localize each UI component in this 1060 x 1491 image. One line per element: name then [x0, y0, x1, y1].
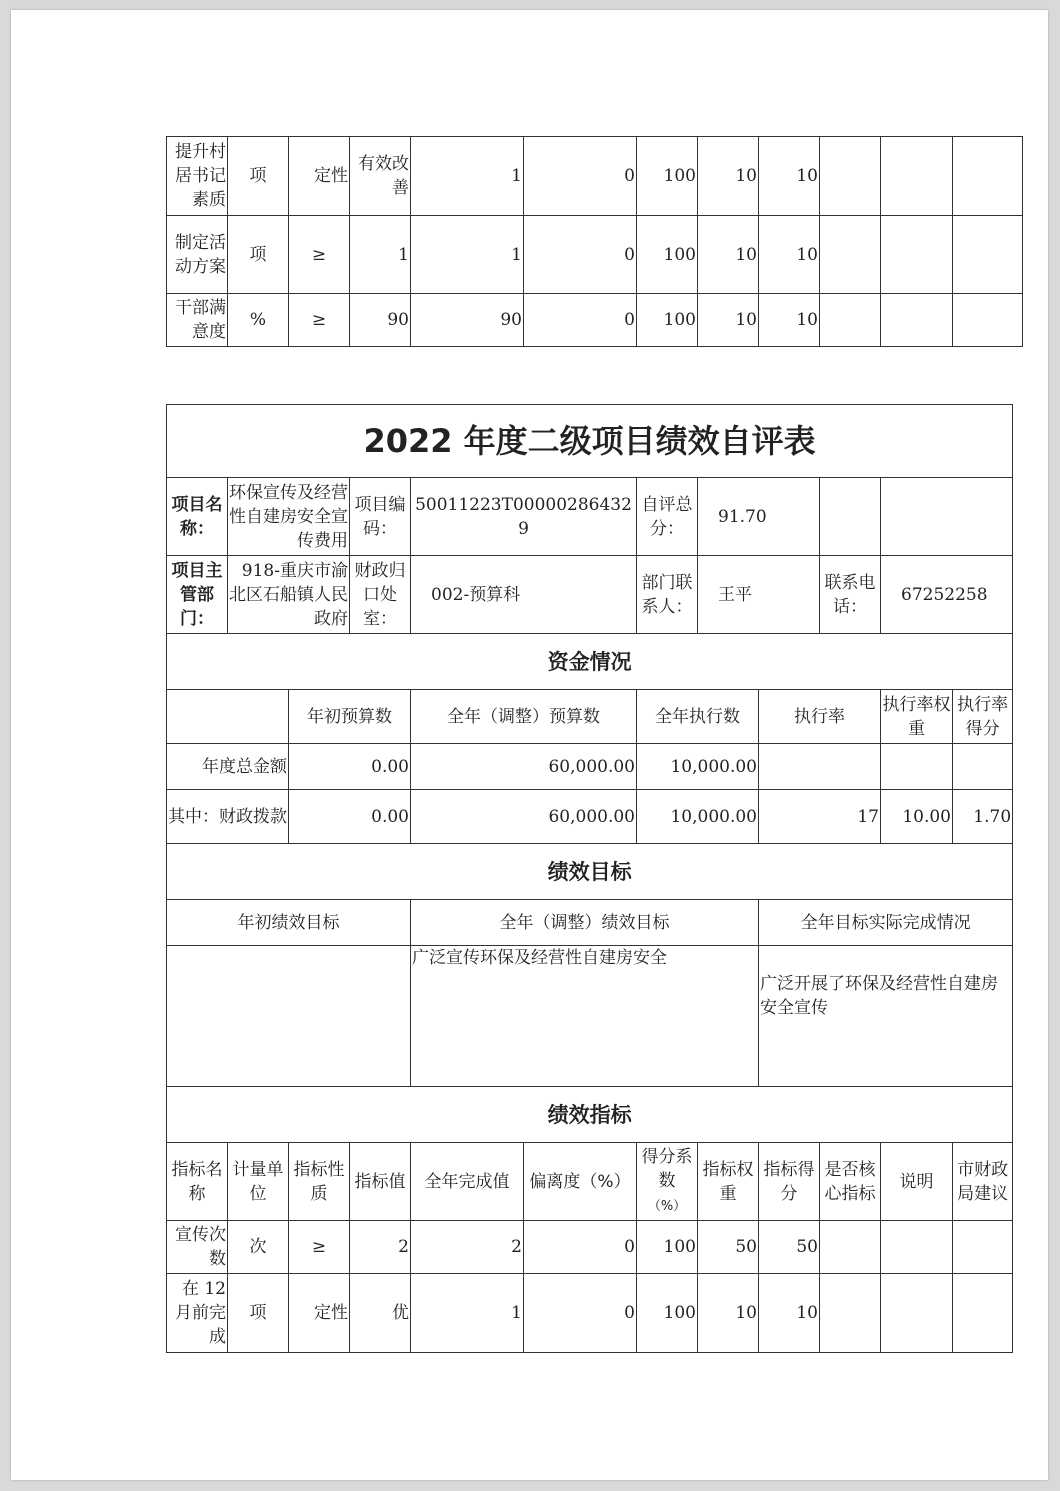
ind-header-unit: 计量单位 [228, 1143, 289, 1221]
funds-initial: 0.00 [289, 790, 411, 844]
project-code: 50011223T000002864329 [411, 478, 637, 556]
ind-header-deviation: 偏离度（%） [524, 1143, 637, 1221]
dept-label: 项目主管部门： [167, 556, 228, 634]
table-row [167, 1274, 1013, 1353]
funds-executed: 10,000.00 [637, 790, 759, 844]
indicator-core [820, 294, 881, 347]
ind-header-suggest: 市财政局建议 [953, 1143, 1013, 1221]
goals-header-initial: 年初绩效目标 [167, 900, 411, 946]
indicator-coef: 100 [637, 1274, 698, 1353]
indicator-unit: 项 [228, 137, 289, 216]
indicator-name: 提升村居书记素质 [167, 137, 228, 216]
table-row [167, 137, 1023, 216]
continued-indicator-table [166, 136, 1023, 347]
indicator-suggest [953, 1221, 1013, 1274]
indicator-score: 10 [759, 137, 820, 216]
funds-row-label: 年度总金额 [167, 744, 289, 790]
indicator-deviation: 0 [524, 1221, 637, 1274]
indicator-deviation: 0 [524, 137, 637, 216]
funds-executed: 10,000.00 [637, 744, 759, 790]
indicator-unit: % [228, 294, 289, 347]
ind-header-name: 指标名称 [167, 1143, 228, 1221]
project-name-label: 项目名称： [167, 478, 228, 556]
indicator-unit: 项 [228, 1274, 289, 1353]
finance-office: 002-预算科 [411, 556, 637, 634]
indicator-completed: 2 [411, 1221, 524, 1274]
funds-adjusted: 60,000.00 [411, 744, 637, 790]
indicator-completed: 1 [411, 1274, 524, 1353]
form-title: 2022 年度二级项目绩效自评表 [167, 405, 1013, 478]
indicator-note [881, 137, 953, 216]
indicator-deviation: 0 [524, 294, 637, 347]
phone-label: 联系电话： [820, 556, 881, 634]
funds-score [953, 744, 1013, 790]
funds-weight: 10.00 [881, 790, 953, 844]
funds-header-score: 执行率得分 [953, 690, 1013, 744]
indicator-nature: 定性 [289, 137, 350, 216]
indicator-core [820, 216, 881, 294]
indicator-deviation: 0 [524, 216, 637, 294]
indicator-score: 10 [759, 294, 820, 347]
indicator-weight: 10 [698, 294, 759, 347]
indicator-coef: 100 [637, 216, 698, 294]
funds-adjusted: 60,000.00 [411, 790, 637, 844]
dept-name: 918-重庆市渝北区石船镇人民政府 [228, 556, 350, 634]
goal-actual: 广泛开展了环保及经营性自建房安全宣传 [759, 946, 1013, 1087]
funds-header-adjusted: 全年（调整）预算数 [411, 690, 637, 744]
indicator-value: 有效改善 [350, 137, 411, 216]
indicator-score: 10 [759, 216, 820, 294]
indicator-value: 1 [350, 216, 411, 294]
ind-header-note: 说明 [881, 1143, 953, 1221]
funds-initial: 0.00 [289, 744, 411, 790]
indicator-name: 宣传次数 [167, 1221, 228, 1274]
table-row [167, 790, 1013, 844]
indicator-coef: 100 [637, 294, 698, 347]
table-row [167, 1221, 1013, 1274]
indicator-score: 50 [759, 1221, 820, 1274]
funds-header-initial: 年初预算数 [289, 690, 411, 744]
funds-header-executed: 全年执行数 [637, 690, 759, 744]
indicator-value: 2 [350, 1221, 411, 1274]
indicator-suggest [953, 216, 1023, 294]
project-code-label: 项目编码： [350, 478, 411, 556]
document-page [11, 10, 1048, 1480]
indicator-weight: 10 [698, 1274, 759, 1353]
indicator-coef: 100 [637, 1221, 698, 1274]
indicator-note [881, 1274, 953, 1353]
ind-header-core: 是否核心指标 [820, 1143, 881, 1221]
indicator-deviation: 0 [524, 1274, 637, 1353]
indicator-coef: 100 [637, 137, 698, 216]
funds-header-rate: 执行率 [759, 690, 881, 744]
table-row [167, 744, 1013, 790]
indicator-weight: 50 [698, 1221, 759, 1274]
finance-label: 财政归口处室： [350, 556, 411, 634]
goals-header-actual: 全年目标实际完成情况 [759, 900, 1013, 946]
self-score: 91.70 [698, 478, 820, 556]
ind-header-coef [637, 1143, 698, 1221]
table-row [167, 216, 1023, 294]
funds-row-label: 其中：财政拨款 [167, 790, 289, 844]
funds-weight [881, 744, 953, 790]
contact-label: 部门联系人： [637, 556, 698, 634]
indicator-note [881, 1221, 953, 1274]
goals-header-adjusted: 全年（调整）绩效目标 [411, 900, 759, 946]
indicator-unit: 次 [228, 1221, 289, 1274]
empty-cell [167, 690, 289, 744]
indicator-completed: 1 [411, 137, 524, 216]
funds-rate: 17 [759, 790, 881, 844]
ind-header-nature: 指标性质 [289, 1143, 350, 1221]
self-score-label: 自评总分： [637, 478, 698, 556]
indicator-nature: ≥ [289, 216, 350, 294]
ind-header-value: 指标值 [350, 1143, 411, 1221]
indicators-section-title: 绩效指标 [167, 1087, 1013, 1143]
indicator-unit: 项 [228, 216, 289, 294]
indicator-name: 制定活动方案 [167, 216, 228, 294]
funds-section-title: 资金情况 [167, 634, 1013, 690]
indicator-completed: 1 [411, 216, 524, 294]
funds-score: 1.70 [953, 790, 1013, 844]
empty-cell [820, 478, 881, 556]
indicator-suggest [953, 137, 1023, 216]
indicator-value: 90 [350, 294, 411, 347]
indicator-note [881, 216, 953, 294]
indicator-nature: ≥ [289, 1221, 350, 1274]
indicator-weight: 10 [698, 216, 759, 294]
ind-header-coef-label: 得分系数 [641, 1146, 693, 1191]
ind-header-score: 指标得分 [759, 1143, 820, 1221]
indicator-suggest [953, 1274, 1013, 1353]
indicator-name: 干部满意度 [167, 294, 228, 347]
indicator-value: 优 [350, 1274, 411, 1353]
indicator-nature: ≥ [289, 294, 350, 347]
funds-rate [759, 744, 881, 790]
ind-header-completed: 全年完成值 [411, 1143, 524, 1221]
ind-header-coef-unit: （%） [647, 1198, 687, 1214]
indicator-nature: 定性 [289, 1274, 350, 1353]
ind-header-weight: 指标权重 [698, 1143, 759, 1221]
indicator-note [881, 294, 953, 347]
empty-cell [881, 478, 1013, 556]
goals-section-title: 绩效目标 [167, 844, 1013, 900]
indicator-completed: 90 [411, 294, 524, 347]
indicator-suggest [953, 294, 1023, 347]
indicator-weight: 10 [698, 137, 759, 216]
indicator-core [820, 1274, 881, 1353]
indicator-name: 在 12 月前完成 [167, 1274, 228, 1353]
indicator-score: 10 [759, 1274, 820, 1353]
phone-number: 67252258 [881, 556, 1013, 634]
indicator-core [820, 1221, 881, 1274]
indicator-core [820, 137, 881, 216]
project-name: 环保宣传及经营性自建房安全宣传费用 [228, 478, 350, 556]
goal-initial [167, 946, 411, 1087]
contact-person: 王平 [698, 556, 820, 634]
goal-adjusted: 广泛宣传环保及经营性自建房安全 [411, 946, 759, 1087]
table-row [167, 294, 1023, 347]
funds-header-weight: 执行率权重 [881, 690, 953, 744]
self-evaluation-form [166, 404, 1013, 1353]
